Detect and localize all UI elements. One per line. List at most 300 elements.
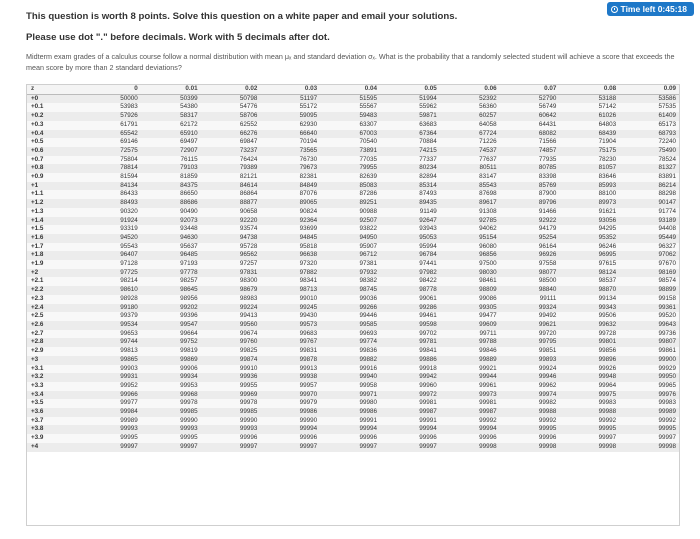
probability-cell: 86864 bbox=[201, 190, 261, 199]
probability-cell: 98461 bbox=[440, 277, 500, 286]
probability-cell: 64431 bbox=[500, 121, 560, 130]
probability-cell: 81594 bbox=[81, 173, 141, 182]
probability-cell: 99997 bbox=[201, 443, 261, 452]
probability-cell: 95543 bbox=[81, 243, 141, 252]
probability-cell: 98713 bbox=[260, 286, 320, 295]
probability-cell: 99997 bbox=[141, 443, 201, 452]
probability-cell: 87076 bbox=[260, 190, 320, 199]
probability-cell: 83147 bbox=[440, 173, 500, 182]
probability-cell: 99996 bbox=[320, 434, 380, 443]
probability-cell: 55567 bbox=[320, 103, 380, 112]
probability-cell: 99995 bbox=[81, 434, 141, 443]
probability-cell: 81327 bbox=[619, 164, 679, 173]
probability-cell: 97778 bbox=[141, 269, 201, 278]
z-value-cell: +1.3 bbox=[27, 208, 81, 217]
probability-cell: 93319 bbox=[81, 225, 141, 234]
probability-cell: 99621 bbox=[500, 321, 560, 330]
z-table-column-header: 0.08 bbox=[559, 85, 619, 94]
probability-cell: 99974 bbox=[500, 391, 560, 400]
probability-cell: 98610 bbox=[81, 286, 141, 295]
probability-cell: 99984 bbox=[81, 408, 141, 417]
probability-cell: 99752 bbox=[141, 338, 201, 347]
probability-cell: 99983 bbox=[619, 399, 679, 408]
probability-cell: 65173 bbox=[619, 121, 679, 130]
probability-cell: 83398 bbox=[500, 173, 560, 182]
probability-cell: 62930 bbox=[260, 121, 320, 130]
probability-cell: 98899 bbox=[619, 286, 679, 295]
z-value-cell: +3.5 bbox=[27, 399, 81, 408]
probability-cell: 89796 bbox=[500, 199, 560, 208]
probability-cell: 99781 bbox=[380, 338, 440, 347]
probability-cell: 70540 bbox=[320, 138, 380, 147]
probability-cell: 99993 bbox=[201, 425, 261, 434]
z-table-row bbox=[27, 425, 679, 434]
probability-cell: 94950 bbox=[320, 234, 380, 243]
probability-cell: 97128 bbox=[81, 260, 141, 269]
probability-cell: 99997 bbox=[260, 443, 320, 452]
probability-cell: 99985 bbox=[141, 408, 201, 417]
probability-cell: 97257 bbox=[201, 260, 261, 269]
probability-cell: 99728 bbox=[559, 330, 619, 339]
probability-cell: 80234 bbox=[380, 164, 440, 173]
probability-cell: 99938 bbox=[260, 373, 320, 382]
probability-cell: 99994 bbox=[260, 425, 320, 434]
z-table-row bbox=[27, 269, 679, 278]
probability-cell: 99856 bbox=[559, 347, 619, 356]
probability-cell: 61791 bbox=[81, 121, 141, 130]
z-table-column-header: 0.05 bbox=[380, 85, 440, 94]
z-value-cell: +3.2 bbox=[27, 373, 81, 382]
probability-cell: 82121 bbox=[201, 173, 261, 182]
probability-cell: 95818 bbox=[260, 243, 320, 252]
probability-cell: 99305 bbox=[440, 304, 500, 313]
z-value-cell: +3.6 bbox=[27, 408, 81, 417]
probability-cell: 69497 bbox=[141, 138, 201, 147]
probability-cell: 86650 bbox=[141, 190, 201, 199]
z-value-cell: +3.1 bbox=[27, 365, 81, 374]
probability-cell: 99998 bbox=[619, 443, 679, 452]
probability-cell: 99413 bbox=[201, 312, 261, 321]
probability-cell: 91308 bbox=[440, 208, 500, 217]
probability-cell: 98679 bbox=[201, 286, 261, 295]
z-value-cell: +0 bbox=[27, 94, 81, 103]
probability-cell: 71566 bbox=[500, 138, 560, 147]
probability-cell: 99506 bbox=[559, 312, 619, 321]
probability-cell: 99976 bbox=[619, 391, 679, 400]
probability-cell: 58706 bbox=[201, 112, 261, 121]
probability-cell: 99492 bbox=[500, 312, 560, 321]
probability-cell: 61409 bbox=[619, 112, 679, 121]
probability-cell: 61026 bbox=[559, 112, 619, 121]
probability-cell: 88686 bbox=[141, 199, 201, 208]
probability-cell: 56360 bbox=[440, 103, 500, 112]
probability-cell: 99929 bbox=[619, 365, 679, 374]
probability-cell: 65542 bbox=[81, 130, 141, 139]
probability-cell: 99893 bbox=[500, 356, 560, 365]
probability-cell: 99134 bbox=[559, 295, 619, 304]
z-table-row bbox=[27, 208, 679, 217]
probability-cell: 95907 bbox=[320, 243, 380, 252]
probability-cell: 99992 bbox=[559, 417, 619, 426]
probability-cell: 99940 bbox=[320, 373, 380, 382]
probability-cell: 97500 bbox=[440, 260, 500, 269]
probability-cell: 85993 bbox=[559, 182, 619, 191]
probability-cell: 92785 bbox=[440, 217, 500, 226]
probability-cell: 99632 bbox=[559, 321, 619, 330]
probability-cell: 99992 bbox=[440, 417, 500, 426]
z-value-cell: +1.5 bbox=[27, 225, 81, 234]
z-value-cell: +1.9 bbox=[27, 260, 81, 269]
probability-cell: 79389 bbox=[201, 164, 261, 173]
probability-cell: 68082 bbox=[500, 130, 560, 139]
z-table-row bbox=[27, 356, 679, 365]
probability-cell: 99918 bbox=[380, 365, 440, 374]
probability-cell: 99324 bbox=[500, 304, 560, 313]
probability-cell: 99886 bbox=[380, 356, 440, 365]
probability-cell: 74537 bbox=[440, 147, 500, 156]
probability-cell: 99995 bbox=[559, 425, 619, 434]
probability-cell: 99801 bbox=[559, 338, 619, 347]
probability-cell: 99968 bbox=[141, 391, 201, 400]
probability-cell: 99996 bbox=[260, 434, 320, 443]
probability-cell: 71904 bbox=[559, 138, 619, 147]
probability-cell: 90147 bbox=[619, 199, 679, 208]
z-table-row bbox=[27, 399, 679, 408]
z-table-row bbox=[27, 94, 679, 103]
probability-cell: 99896 bbox=[559, 356, 619, 365]
probability-cell: 75490 bbox=[619, 147, 679, 156]
z-table-column-header: 0.03 bbox=[260, 85, 320, 94]
probability-cell: 89251 bbox=[320, 199, 380, 208]
probability-cell: 56749 bbox=[500, 103, 560, 112]
probability-cell: 67364 bbox=[380, 130, 440, 139]
probability-cell: 97320 bbox=[260, 260, 320, 269]
probability-cell: 99224 bbox=[201, 304, 261, 313]
z-value-cell: +3.3 bbox=[27, 382, 81, 391]
probability-cell: 86433 bbox=[81, 190, 141, 199]
probability-cell: 99987 bbox=[440, 408, 500, 417]
probability-cell: 99992 bbox=[500, 417, 560, 426]
probability-cell: 99998 bbox=[559, 443, 619, 452]
probability-cell: 95449 bbox=[619, 234, 679, 243]
probability-cell: 98574 bbox=[619, 277, 679, 286]
z-table-column-header: 0.09 bbox=[619, 85, 679, 94]
z-table-row bbox=[27, 121, 679, 130]
probability-cell: 99980 bbox=[320, 399, 380, 408]
z-table-row bbox=[27, 199, 679, 208]
probability-cell: 99825 bbox=[201, 347, 261, 356]
probability-cell: 95994 bbox=[380, 243, 440, 252]
probability-cell: 73891 bbox=[320, 147, 380, 156]
probability-cell: 92507 bbox=[320, 217, 380, 226]
z-table-row bbox=[27, 295, 679, 304]
probability-cell: 97831 bbox=[201, 269, 261, 278]
z-table-row bbox=[27, 347, 679, 356]
probability-cell: 99926 bbox=[559, 365, 619, 374]
probability-cell: 90490 bbox=[141, 208, 201, 217]
z-table-row bbox=[27, 103, 679, 112]
probability-cell: 99997 bbox=[559, 434, 619, 443]
probability-cell: 52392 bbox=[440, 94, 500, 103]
probability-cell: 99903 bbox=[81, 365, 141, 374]
probability-cell: 53188 bbox=[559, 94, 619, 103]
probability-cell: 99477 bbox=[440, 312, 500, 321]
probability-cell: 93448 bbox=[141, 225, 201, 234]
probability-cell: 99598 bbox=[380, 321, 440, 330]
z-table-grid bbox=[27, 85, 679, 452]
z-table-column-header: 0.01 bbox=[141, 85, 201, 94]
probability-cell: 98983 bbox=[201, 295, 261, 304]
probability-cell: 99736 bbox=[619, 330, 679, 339]
probability-cell: 95053 bbox=[380, 234, 440, 243]
probability-cell: 99245 bbox=[260, 304, 320, 313]
probability-cell: 80511 bbox=[440, 164, 500, 173]
z-table-row bbox=[27, 408, 679, 417]
probability-cell: 99720 bbox=[500, 330, 560, 339]
probability-cell: 90658 bbox=[201, 208, 261, 217]
probability-cell: 97982 bbox=[380, 269, 440, 278]
z-table-row bbox=[27, 338, 679, 347]
probability-cell: 99878 bbox=[260, 356, 320, 365]
z-value-cell: +1.7 bbox=[27, 243, 81, 252]
probability-cell: 99683 bbox=[260, 330, 320, 339]
z-value-cell: +3.7 bbox=[27, 417, 81, 426]
probability-cell: 99643 bbox=[619, 321, 679, 330]
probability-cell: 99086 bbox=[440, 295, 500, 304]
probability-cell: 93189 bbox=[619, 217, 679, 226]
probability-cell: 99983 bbox=[559, 399, 619, 408]
probability-cell: 99991 bbox=[380, 417, 440, 426]
z-table-row bbox=[27, 365, 679, 374]
z-table-row bbox=[27, 382, 679, 391]
probability-cell: 99819 bbox=[141, 347, 201, 356]
probability-cell: 79673 bbox=[260, 164, 320, 173]
probability-cell: 64803 bbox=[559, 121, 619, 130]
probability-cell: 99975 bbox=[559, 391, 619, 400]
probability-cell: 82894 bbox=[380, 173, 440, 182]
probability-cell: 99846 bbox=[440, 347, 500, 356]
question-title: This question is worth 8 points. Solve this question on a white paper and email your solutions. bbox=[26, 11, 458, 22]
time-left-badge bbox=[607, 2, 694, 16]
time-left-label: Time left 0:45:18 bbox=[620, 4, 687, 14]
probability-cell: 99379 bbox=[81, 312, 141, 321]
probability-cell: 96407 bbox=[81, 251, 141, 260]
z-table-row bbox=[27, 182, 679, 191]
probability-cell: 99760 bbox=[201, 338, 261, 347]
probability-cell: 99865 bbox=[81, 356, 141, 365]
z-table-row bbox=[27, 173, 679, 182]
probability-cell: 99461 bbox=[380, 312, 440, 321]
probability-cell: 99973 bbox=[440, 391, 500, 400]
probability-cell: 99960 bbox=[380, 382, 440, 391]
probability-cell: 99934 bbox=[141, 373, 201, 382]
probability-cell: 96926 bbox=[500, 251, 560, 260]
probability-cell: 96995 bbox=[559, 251, 619, 260]
probability-cell: 94179 bbox=[500, 225, 560, 234]
probability-cell: 99996 bbox=[201, 434, 261, 443]
probability-cell: 98382 bbox=[320, 277, 380, 286]
probability-cell: 99964 bbox=[559, 382, 619, 391]
z-value-cell: +1.4 bbox=[27, 217, 81, 226]
z-value-cell: +0.8 bbox=[27, 164, 81, 173]
probability-cell: 99711 bbox=[440, 330, 500, 339]
probability-cell: 57142 bbox=[559, 103, 619, 112]
probability-cell: 88298 bbox=[619, 190, 679, 199]
probability-cell: 99961 bbox=[440, 382, 500, 391]
probability-cell: 98809 bbox=[440, 286, 500, 295]
probability-cell: 99997 bbox=[619, 434, 679, 443]
z-value-cell: +3.4 bbox=[27, 391, 81, 400]
probability-cell: 55172 bbox=[260, 103, 320, 112]
probability-cell: 50399 bbox=[141, 94, 201, 103]
z-table-row bbox=[27, 138, 679, 147]
probability-cell: 85083 bbox=[320, 182, 380, 191]
z-table-row bbox=[27, 434, 679, 443]
probability-cell: 99992 bbox=[619, 417, 679, 426]
z-value-cell: +2.3 bbox=[27, 295, 81, 304]
probability-cell: 94630 bbox=[141, 234, 201, 243]
probability-cell: 99534 bbox=[81, 321, 141, 330]
probability-cell: 94738 bbox=[201, 234, 261, 243]
probability-cell: 87698 bbox=[440, 190, 500, 199]
z-value-cell: +0.3 bbox=[27, 121, 81, 130]
probability-cell: 99946 bbox=[500, 373, 560, 382]
z-table-row bbox=[27, 156, 679, 165]
probability-cell: 79103 bbox=[141, 164, 201, 173]
probability-cell: 99702 bbox=[380, 330, 440, 339]
z-table-row bbox=[27, 277, 679, 286]
probability-cell: 98030 bbox=[440, 269, 500, 278]
probability-cell: 99982 bbox=[500, 399, 560, 408]
probability-cell: 99995 bbox=[619, 425, 679, 434]
z-table-row bbox=[27, 147, 679, 156]
probability-cell: 99997 bbox=[320, 443, 380, 452]
probability-cell: 57535 bbox=[619, 103, 679, 112]
z-value-cell: +2.7 bbox=[27, 330, 81, 339]
z-table-column-header: 0.04 bbox=[320, 85, 380, 94]
z-value-cell: +1.8 bbox=[27, 251, 81, 260]
probability-cell: 99446 bbox=[320, 312, 380, 321]
probability-cell: 96712 bbox=[320, 251, 380, 260]
probability-cell: 96485 bbox=[141, 251, 201, 260]
probability-cell: 84375 bbox=[141, 182, 201, 191]
probability-cell: 99997 bbox=[81, 443, 141, 452]
probability-cell: 87286 bbox=[320, 190, 380, 199]
probability-cell: 81057 bbox=[559, 164, 619, 173]
probability-cell: 78814 bbox=[81, 164, 141, 173]
probability-cell: 62552 bbox=[201, 121, 261, 130]
probability-cell: 97670 bbox=[619, 260, 679, 269]
probability-cell: 99955 bbox=[201, 382, 261, 391]
probability-cell: 99952 bbox=[81, 382, 141, 391]
probability-cell: 98928 bbox=[81, 295, 141, 304]
probability-cell: 99343 bbox=[559, 304, 619, 313]
z-table-column-header: 0.02 bbox=[201, 85, 261, 94]
probability-cell: 77035 bbox=[320, 156, 380, 165]
probability-cell: 78230 bbox=[559, 156, 619, 165]
z-table-row bbox=[27, 112, 679, 121]
z-table-row bbox=[27, 251, 679, 260]
probability-cell: 99969 bbox=[201, 391, 261, 400]
probability-cell: 81859 bbox=[141, 173, 201, 182]
probability-cell: 75804 bbox=[81, 156, 141, 165]
probability-cell: 99995 bbox=[500, 425, 560, 434]
probability-cell: 97441 bbox=[380, 260, 440, 269]
z-value-cell: +2.5 bbox=[27, 312, 81, 321]
probability-cell: 98257 bbox=[141, 277, 201, 286]
probability-cell: 99985 bbox=[201, 408, 261, 417]
probability-cell: 99994 bbox=[380, 425, 440, 434]
z-value-cell: +2.1 bbox=[27, 277, 81, 286]
z-value-cell: +0.1 bbox=[27, 103, 81, 112]
z-value-cell: +0.5 bbox=[27, 138, 81, 147]
probability-cell: 77637 bbox=[440, 156, 500, 165]
z-table-row bbox=[27, 164, 679, 173]
probability-cell: 99061 bbox=[380, 295, 440, 304]
probability-cell: 96327 bbox=[619, 243, 679, 252]
probability-cell: 99010 bbox=[260, 295, 320, 304]
probability-cell: 92073 bbox=[141, 217, 201, 226]
probability-cell: 99991 bbox=[320, 417, 380, 426]
probability-cell: 99958 bbox=[320, 382, 380, 391]
z-value-cell: +2.8 bbox=[27, 338, 81, 347]
z-table-row bbox=[27, 243, 679, 252]
probability-cell: 99851 bbox=[500, 347, 560, 356]
probability-cell: 72907 bbox=[141, 147, 201, 156]
probability-cell: 60257 bbox=[440, 112, 500, 121]
probability-cell: 82381 bbox=[260, 173, 320, 182]
probability-cell: 99972 bbox=[380, 391, 440, 400]
probability-cell: 69847 bbox=[201, 138, 261, 147]
probability-cell: 99836 bbox=[320, 347, 380, 356]
probability-cell: 92220 bbox=[201, 217, 261, 226]
probability-cell: 93943 bbox=[380, 225, 440, 234]
z-value-cell: +2.9 bbox=[27, 347, 81, 356]
probability-cell: 99970 bbox=[260, 391, 320, 400]
probability-cell: 99674 bbox=[201, 330, 261, 339]
z-table-row bbox=[27, 130, 679, 139]
probability-cell: 91924 bbox=[81, 217, 141, 226]
probability-cell: 60642 bbox=[500, 112, 560, 121]
probability-cell: 57926 bbox=[81, 112, 141, 121]
probability-cell: 99882 bbox=[320, 356, 380, 365]
z-value-cell: +0.9 bbox=[27, 173, 81, 182]
probability-cell: 99990 bbox=[201, 417, 261, 426]
probability-cell: 99889 bbox=[440, 356, 500, 365]
probability-cell: 98840 bbox=[500, 286, 560, 295]
probability-cell: 97725 bbox=[81, 269, 141, 278]
probability-cell: 96246 bbox=[559, 243, 619, 252]
probability-cell: 98214 bbox=[81, 277, 141, 286]
z-value-cell: +0.4 bbox=[27, 130, 81, 139]
probability-cell: 83891 bbox=[619, 173, 679, 182]
probability-cell: 70884 bbox=[380, 138, 440, 147]
z-value-cell: +0.6 bbox=[27, 147, 81, 156]
z-table-row bbox=[27, 391, 679, 400]
probability-cell: 72575 bbox=[81, 147, 141, 156]
probability-cell: 77337 bbox=[380, 156, 440, 165]
probability-cell: 66276 bbox=[201, 130, 261, 139]
probability-cell: 99977 bbox=[81, 399, 141, 408]
probability-cell: 94295 bbox=[559, 225, 619, 234]
z-table-row bbox=[27, 260, 679, 269]
probability-cell: 98169 bbox=[619, 269, 679, 278]
probability-cell: 99767 bbox=[260, 338, 320, 347]
question-instruction: Please use dot "." before decimals. Work with 5 decimals after dot. bbox=[26, 32, 330, 43]
probability-cell: 99286 bbox=[380, 304, 440, 313]
probability-cell: 94520 bbox=[81, 234, 141, 243]
z-table-header-row bbox=[27, 85, 679, 94]
